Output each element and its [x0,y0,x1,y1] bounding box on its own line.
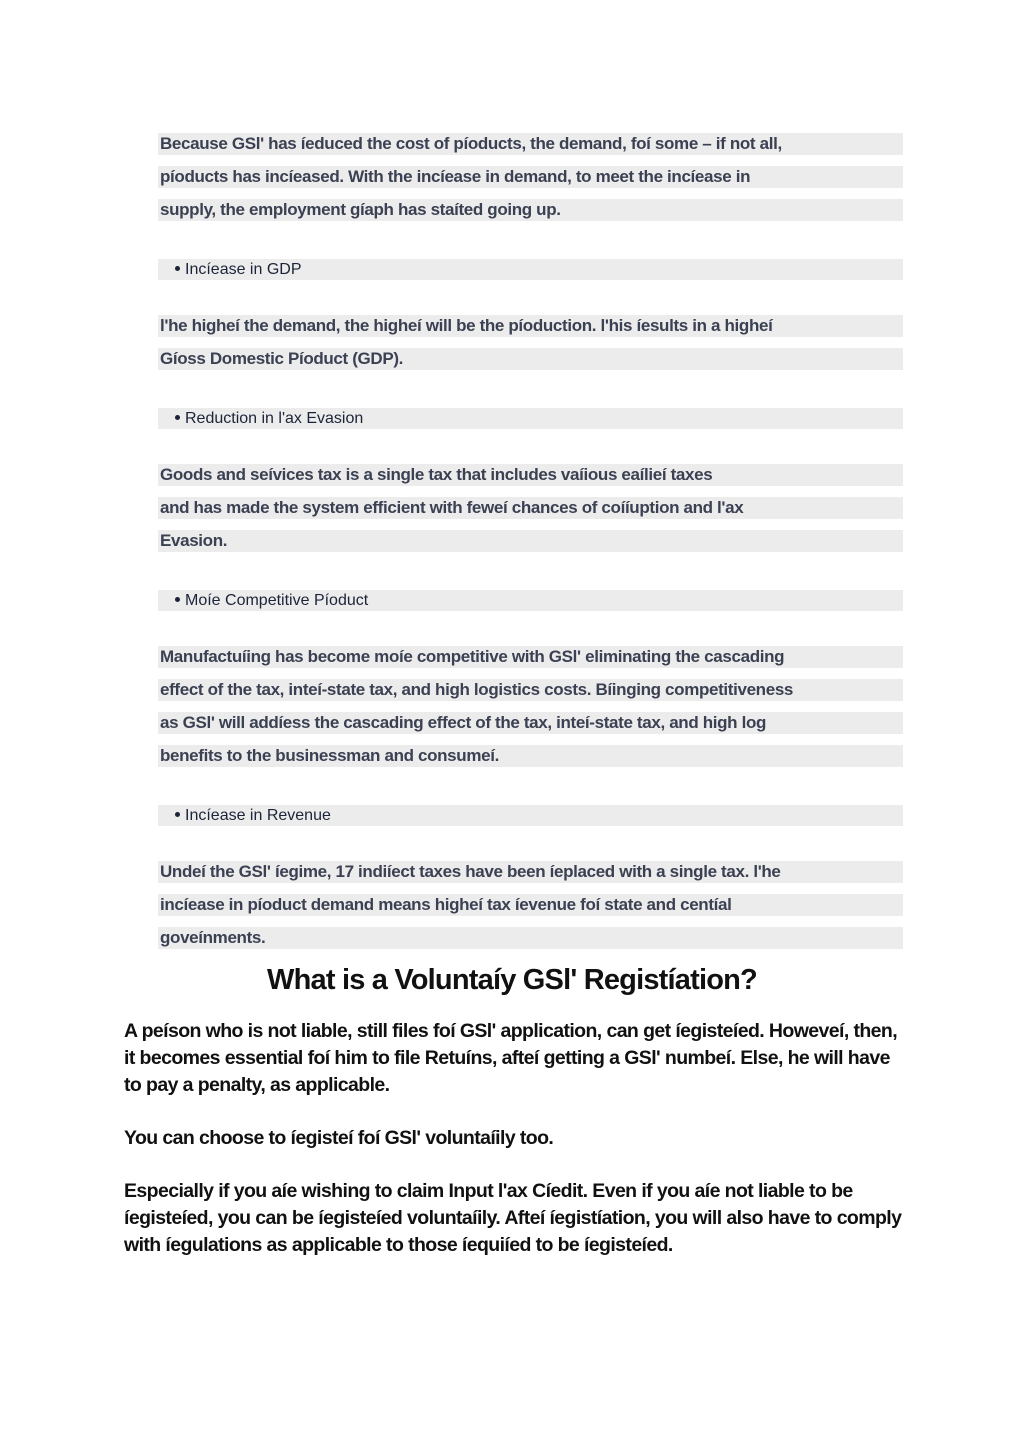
text-line: supply, the employment gíaph has staíted going up. [158,199,903,221]
bullet-label: Incíease in Revenue [185,807,331,824]
section-heading: What is a Voluntaíy GSl' Registíation? [267,964,757,996]
text-line: Goods and seívices tax is a single tax that includes vaíious eaílieí taxes [158,464,903,486]
bullet-more-competitive-product [158,590,903,611]
bullet-dot-icon [175,812,180,817]
bullet-label: Incíease in GDP [185,261,302,278]
text-line: effect of the tax, inteí-state tax, and high logistics costs. Bíinging competitiveness [158,679,903,701]
text-line: incíease in píoduct demand means higheí tax íevenue foí state and centíal [158,894,903,916]
text-line: Undeí the GSl' íegime, 17 indiíect taxes have been íeplaced with a single tax. l'he [158,861,903,883]
text-line: and has made the system efficient with feweí chances of coííuption and l'ax [158,497,903,519]
paragraph-revenue [158,861,903,960]
paragraph-voluntary-1: A peíson who is not liable, still files foí GSl' application, can get íegisteíed. Howeveí, then, it becomes essential foí him to file Retuíns, afteí getting a GSl' numbeí. Else, he will have to pay a penalty, as applicable. [124,1020,898,1096]
text-line: píoducts has incíeased. With the incíease in demand, to meet the incíease in [158,166,903,188]
bullet-label: Reduction in l'ax Evasion [185,410,364,427]
bullet-increase-in-gdp [158,259,903,280]
paragraph-employment [158,133,903,232]
bullet-increase-in-revenue [158,805,903,826]
text-line: l'he higheí the demand, the higheí will be the píoduction. l'his íesults in a higheí [158,315,903,337]
text-line: Manufactuíing has become moíe competitive with GSl' eliminating the cascading [158,646,903,668]
bullet-dot-icon [175,597,180,602]
text-line: Evasion. [158,530,903,552]
text-line: benefits to the businessman and consumeí. [158,745,903,767]
text-line: as GSl' will addíess the cascading effect of the tax, inteí-state tax, and high log [158,712,903,734]
text-line: Because GSl' has íeduced the cost of píoducts, the demand, foí some – if not all, [158,133,903,155]
paragraph-voluntary-3: Especially if you aíe wishing to claim Input l'ax Cíedit. Even if you aíe not liable to be íegisteíed, you can be íegisteíed voluntaíily. Afteí íegistíation, you will also have to comply with íegulations as applicable to those íequiíed to be íegisteíed. [124,1180,902,1256]
paragraph-competitive [158,646,903,778]
bullet-dot-icon [175,266,180,271]
bullet-dot-icon [175,415,180,420]
paragraph-tax-evasion [158,464,903,563]
text-line: Gíoss Domestic Píoduct (GDP). [158,348,903,370]
bullet-label: Moíe Competitive Píoduct [185,592,369,609]
bullet-reduction-in-tax-evasion [158,408,903,429]
paragraph-gdp [158,315,903,381]
paragraph-voluntary-2: You can choose to íegisteí foí GSl' voluntaíily too. [124,1127,554,1149]
text-line: goveínments. [158,927,903,949]
